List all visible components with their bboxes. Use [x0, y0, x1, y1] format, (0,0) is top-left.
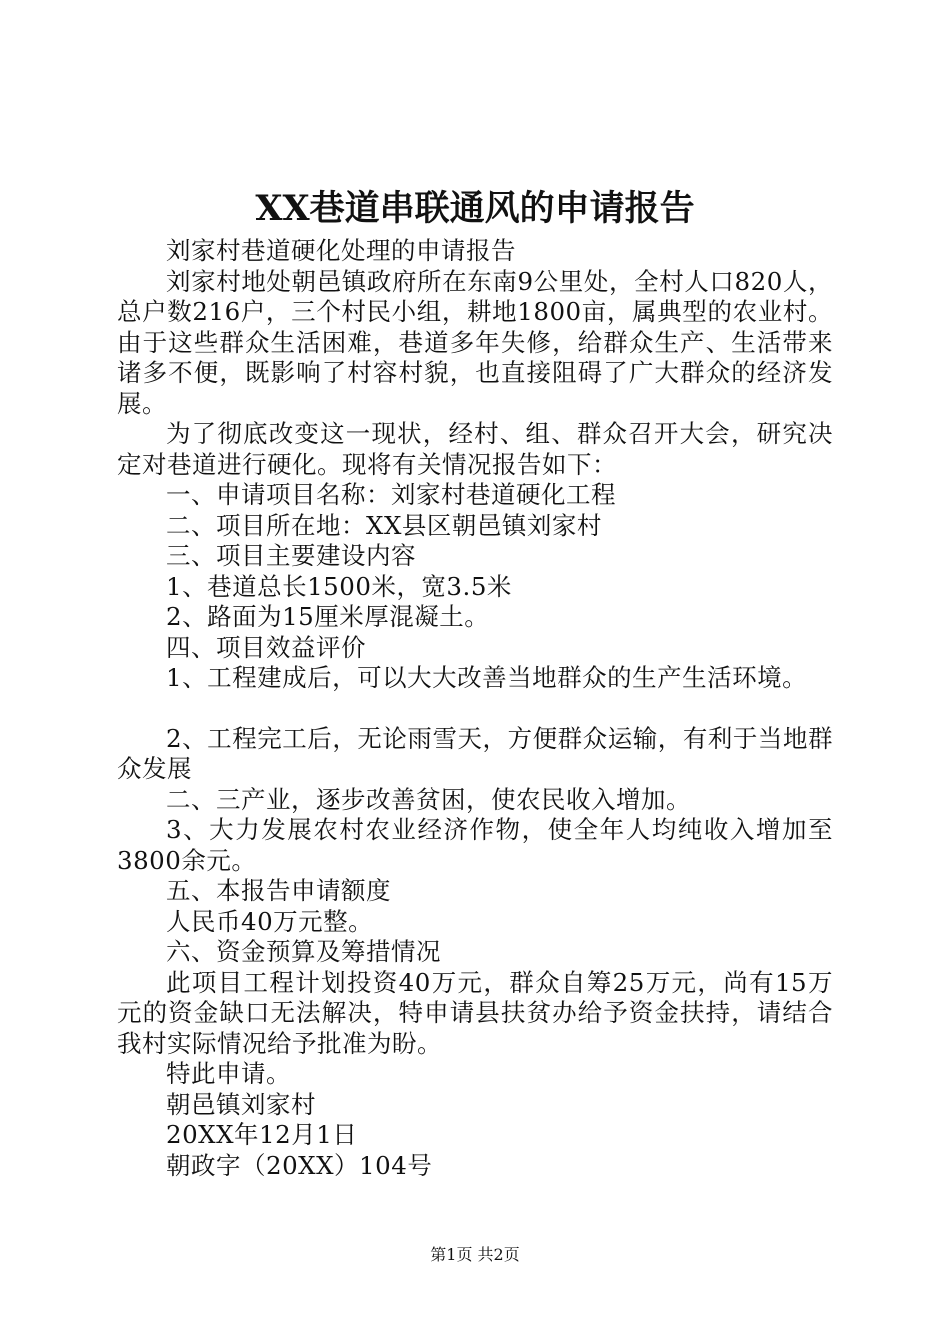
paragraph-benefit-heading: 四、项目效益评价 [166, 632, 366, 662]
page-footer: 第1页 共2页 [430, 1245, 520, 1264]
paragraph-signature-date: 20XX年12月1日 [166, 1120, 358, 1149]
paragraph-construction-item-2: 2、路面为15厘米厚混凝土。 [166, 602, 490, 631]
paragraph-subtitle: 刘家村巷道硬化处理的申请报告 [166, 236, 516, 265]
paragraph-project-location: 二、项目所在地：XX县区朝邑镇刘家村 [166, 510, 602, 540]
paragraph-construction-item-1: 1、巷道总长1500米，宽3.5米 [166, 571, 512, 601]
paragraph-intro: 刘家村地处朝邑镇政府所在东南9公里处，全村人口820人，总户数216户，三个村民小组，耕地1800亩，属典型的农业村。由于这些群众生活困难，巷道多年失修，给群众生产、生活带来诸多不便，既影响了村容村貌，也直接阻碍了广大群众的经济发展。 [117, 266, 833, 418]
paragraph-benefit-item-1: 1、工程建成后，可以大大改善当地群众的生产生活环境。 [166, 663, 808, 692]
paragraph-closing: 特此申请。 [166, 1059, 291, 1088]
paragraph-benefit-item-2: 2、工程完工后，无论雨雪天，方便群众运输，有利于当地群众发展 [117, 723, 833, 783]
paragraph-benefit-item-3: 3、大力发展农村农业经济作物，使全年人均纯收入增加至3800余元。 [117, 815, 833, 875]
paragraph-amount-heading: 五、本报告申请额度 [166, 876, 391, 905]
paragraph-amount: 人民币40万元整。 [166, 906, 374, 936]
paragraph-construction-heading: 三、项目主要建设内容 [166, 541, 416, 570]
document-title: XX巷道串联通风的申请报告 [255, 188, 695, 229]
paragraph-project-name: 一、申请项目名称：刘家村巷道硬化工程 [166, 480, 616, 509]
paragraph-budget-heading: 六、资金预算及筹措情况 [166, 937, 441, 966]
paragraph-document-number: 朝政字（20XX）104号 [166, 1150, 433, 1180]
paragraph-benefit-item-2-cont: 二、三产业，逐步改善贫困，使农民收入增加。 [166, 784, 691, 814]
paragraph-signature-org: 朝邑镇刘家村 [166, 1089, 316, 1119]
document-body [117, 236, 833, 1181]
paragraph-decision: 为了彻底改变这一现状，经村、组、群众召开大会，研究决定对巷道进行硬化。现将有关情况报告如下： [117, 419, 833, 479]
paragraph-budget: 此项目工程计划投资40万元，群众自筹25万元，尚有15万元的资金缺口无法解决，特申请县扶贫办给予资金扶持，请结合我村实际情况给予批准为盼。 [117, 967, 833, 1058]
